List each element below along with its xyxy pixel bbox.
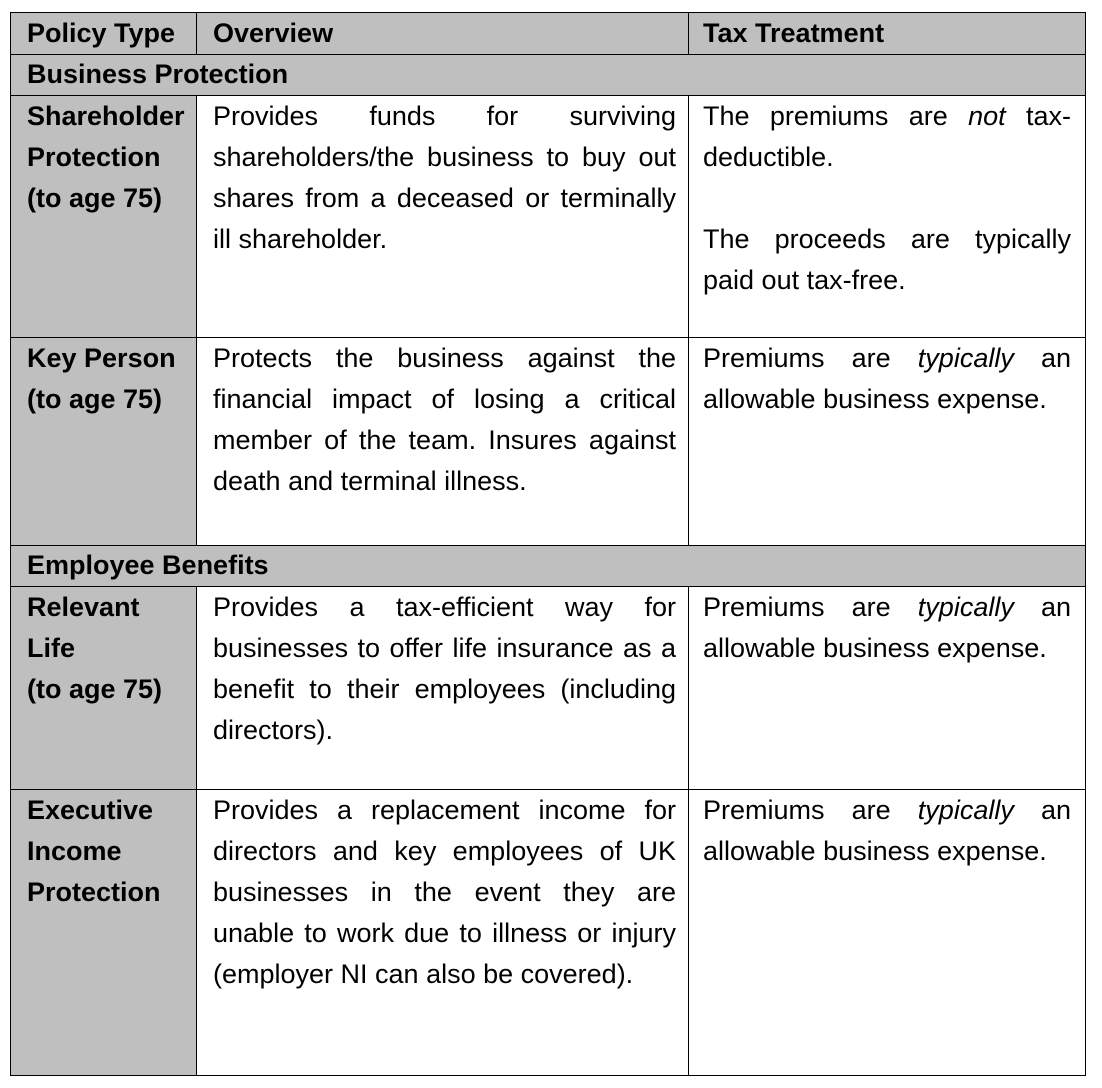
policy-name-cell: Relevant Life (to age 75) <box>10 587 197 790</box>
table-row-relevant-life <box>10 587 1086 790</box>
overview-cell: Provides funds for surviving shareholders/the business to buy out shares from a deceased or terminally ill shareholder. <box>197 96 689 338</box>
overview-cell: Provides a tax-efficient way for businesses to offer life insurance as a benefit to their employees (including directors). <box>197 587 689 790</box>
policy-name-cell: Shareholder Protection (to age 75) <box>10 96 197 338</box>
header-row <box>10 12 1086 55</box>
header-overview: Overview <box>197 12 689 55</box>
header-tax-treatment: Tax Treatment <box>689 12 1086 55</box>
tax-cell: Premiums are typically an allowable business expense. <box>689 338 1086 546</box>
overview-cell: Provides a replacement income for directors and key employees of UK businesses in the event they are unable to work due to illness or injury (employer NI can also be covered). <box>197 790 689 1076</box>
tax-cell <box>689 96 1086 338</box>
policy-table <box>10 12 1086 1076</box>
tax-paragraph: The premiums are not tax-deductible. <box>703 101 1071 172</box>
header-policy-type: Policy Type <box>10 12 197 55</box>
overview-cell: Protects the business against the financial impact of losing a critical member of the team. Insures against death and terminal illness. <box>197 338 689 546</box>
section-employee-benefits: Employee Benefits <box>10 546 1086 587</box>
section-business-protection: Business Protection <box>10 55 1086 96</box>
tax-cell: Premiums are typically an allowable business expense. <box>689 790 1086 1076</box>
table-row-executive-income <box>10 790 1086 1076</box>
policy-name-cell: Key Person (to age 75) <box>10 338 197 546</box>
tax-cell: Premiums are typically an allowable business expense. <box>689 587 1086 790</box>
table-row-shareholder <box>10 96 1086 338</box>
table-row-key-person <box>10 338 1086 546</box>
tax-paragraph: The proceeds are typically paid out tax-free. <box>703 224 1071 295</box>
policy-name-cell: Executive Income Protection <box>10 790 197 1076</box>
